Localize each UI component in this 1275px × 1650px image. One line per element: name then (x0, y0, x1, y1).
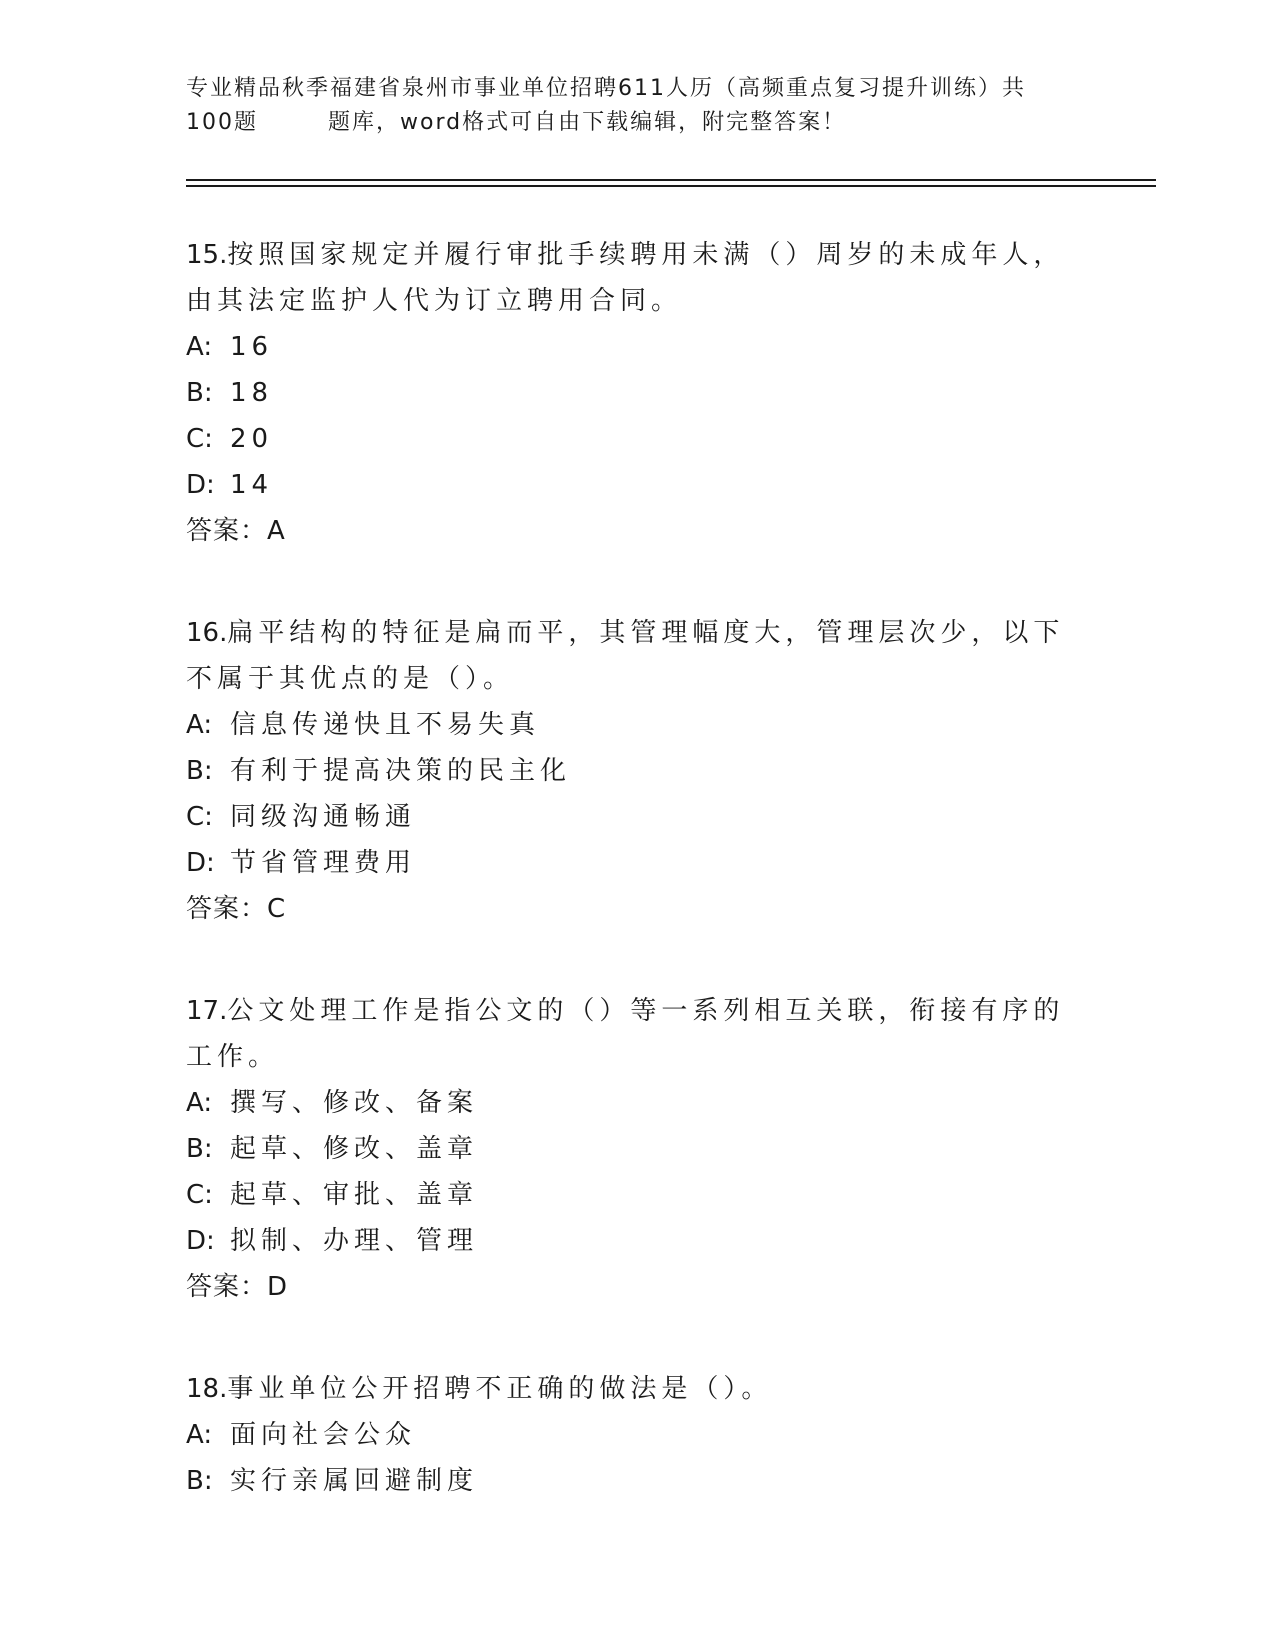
question-17 (186, 988, 1086, 1310)
question-stem (186, 232, 1086, 324)
option-text: 14 (230, 470, 274, 500)
option-text: 信息传递快且不易失真 (230, 710, 541, 740)
option-b (186, 370, 1086, 416)
answer-line: 答案：A (186, 516, 286, 546)
option-c (186, 416, 1086, 462)
question-text: 事业单位公开招聘不正确的做法是（）。 (227, 1374, 773, 1404)
question-text: 公文处理工作是指公文的（）等一系列相互关联，衔接有序的工作。 (186, 996, 1065, 1072)
option-b (186, 1458, 1086, 1504)
option-c (186, 1172, 1086, 1218)
option-text: 18 (230, 378, 274, 408)
option-letter: A: (186, 1420, 213, 1450)
question-15 (186, 232, 1086, 554)
question-stem (186, 610, 1086, 702)
option-letter: B: (186, 378, 213, 408)
option-text: 节省管理费用 (230, 848, 417, 878)
option-d (186, 1218, 1086, 1264)
option-letter: D: (186, 848, 215, 878)
option-a (186, 1080, 1086, 1126)
option-text: 20 (230, 424, 274, 454)
option-text: 有利于提高决策的民主化 (230, 756, 572, 786)
option-text: 拟制、办理、管理 (230, 1226, 479, 1256)
option-d (186, 462, 1086, 508)
option-text: 16 (230, 332, 274, 362)
option-b (186, 748, 1086, 794)
question-text: 按照国家规定并履行审批手续聘用未满（）周岁的未成年人，由其法定监护人代为订立聘用合同。 (186, 240, 1065, 316)
option-c (186, 794, 1086, 840)
header-title-line1: 专业精品秋季福建省泉州市事业单位招聘611人历（高频重点复习提升训练）共 (186, 76, 1026, 101)
question-18 (186, 1366, 1086, 1504)
question-number: 16. (186, 618, 228, 648)
option-a (186, 702, 1086, 748)
option-letter: D: (186, 470, 215, 500)
option-letter: D: (186, 1226, 215, 1256)
question-list (186, 232, 1086, 1560)
header-description: 题库，word格式可自由下载编辑，附完整答案！ (328, 110, 847, 135)
option-text: 面向社会公众 (230, 1420, 417, 1450)
option-a (186, 324, 1086, 370)
answer-line: 答案：D (186, 1272, 289, 1302)
option-text: 起草、审批、盖章 (230, 1180, 479, 1210)
question-number: 18. (186, 1374, 228, 1404)
question-number: 15. (186, 240, 228, 270)
option-text: 撰写、修改、备案 (230, 1088, 479, 1118)
option-letter: C: (186, 1180, 213, 1210)
option-text: 实行亲属回避制度 (230, 1466, 479, 1496)
header-title-line2 (186, 106, 1086, 140)
option-a (186, 1412, 1086, 1458)
option-letter: C: (186, 424, 213, 454)
header-divider-top (186, 179, 1156, 181)
header-question-count: 100题 (186, 110, 258, 135)
question-stem (186, 988, 1086, 1080)
question-stem (186, 1366, 1086, 1412)
document-header (186, 72, 1086, 140)
option-letter: A: (186, 710, 213, 740)
question-text: 扁平结构的特征是扁而平，其管理幅度大，管理层次少，以下不属于其优点的是（）。 (186, 618, 1065, 694)
option-letter: B: (186, 756, 213, 786)
option-text: 起草、修改、盖章 (230, 1134, 479, 1164)
option-b (186, 1126, 1086, 1172)
answer-line: 答案：C (186, 894, 287, 924)
option-letter: B: (186, 1134, 213, 1164)
option-text: 同级沟通畅通 (230, 802, 417, 832)
option-letter: B: (186, 1466, 213, 1496)
option-d (186, 840, 1086, 886)
option-letter: A: (186, 332, 213, 362)
option-letter: C: (186, 802, 213, 832)
header-divider-bottom (186, 185, 1156, 187)
option-letter: A: (186, 1088, 213, 1118)
question-number: 17. (186, 996, 228, 1026)
question-16 (186, 610, 1086, 932)
